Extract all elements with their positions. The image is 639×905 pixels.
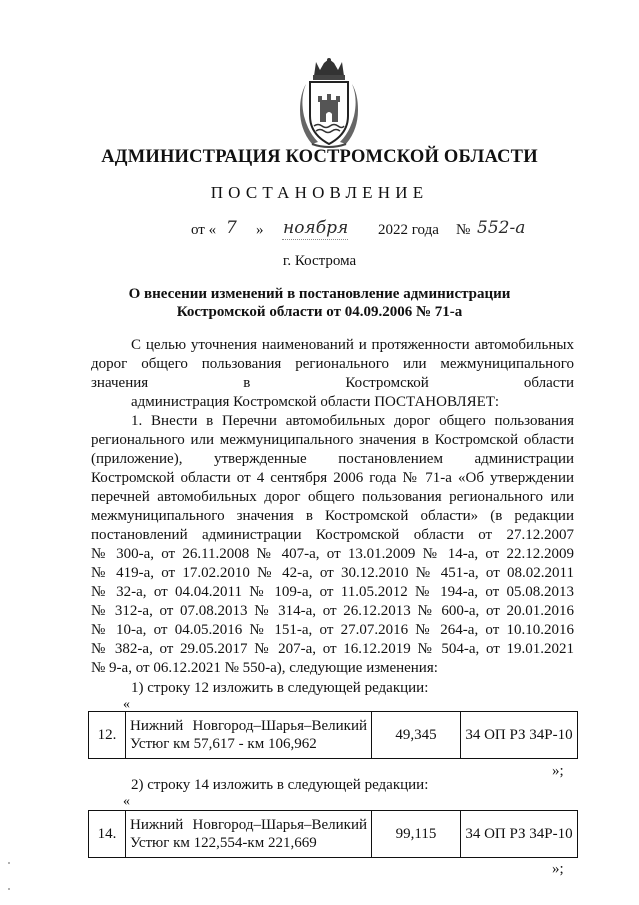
item1-line: № 382-а, от 29.05.2017 № 207-а, от 16.12.2019 № 504-а, от 19.01.2021 <box>91 641 574 657</box>
item1-line: межмуниципального значения в Костромской области» (в редакции <box>91 508 574 524</box>
scan-speck <box>8 888 10 890</box>
quote-open-2: « <box>123 794 130 809</box>
subitem-1: 1) строку 12 изложить в следующей редакции: <box>131 680 429 696</box>
item1-line: перечней автомобильных дорог общего пользования регионального или <box>91 489 574 505</box>
item1-line: № 300-а, от 26.11.2008 № 407-а, от 13.01.2009 № 14-а, от 22.12.2009 <box>91 546 574 562</box>
road-name-line-1: Нижний Новгород–Шарья–Великий <box>130 718 367 734</box>
item1-line: 1. Внести в Перечни автомобильных дорог общего пользования <box>131 413 574 429</box>
road-name-line-1: Нижний Новгород–Шарья–Великий <box>130 817 367 833</box>
number-prefix: № <box>456 222 471 238</box>
quote-close-2: »; <box>552 861 564 877</box>
subject-heading <box>0 285 639 321</box>
month-underline <box>282 239 348 240</box>
item1-line: постановлений администрации Костромской области от 27.12.2007 <box>91 527 574 543</box>
road-code: 34 ОП РЗ 34Р-10 <box>461 712 578 759</box>
document-number-handwritten: 552-а <box>477 218 526 238</box>
date-line <box>0 220 639 248</box>
intro-paragraph: С целью уточнения наименований и протяженности автомобильных дорог общего пользования регионального или межмуниципального значения в Костромской области <box>91 337 574 391</box>
subitem-2: 2) строку 14 изложить в следующей редакции: <box>131 777 429 793</box>
road-name-line-2: Устюг км 57,617 - км 106,962 <box>130 736 317 752</box>
item1-line: регионального или межмуниципального значения в Костромской области <box>91 432 574 448</box>
item1-line: № 419-а, от 17.02.2010 № 42-а, от 30.12.2010 № 451-а, от 08.02.2011 <box>91 565 574 581</box>
road-length: 49,345 <box>372 712 461 759</box>
road-length: 99,115 <box>372 811 461 858</box>
table-row <box>89 712 578 759</box>
date-year: 2022 года <box>378 222 439 238</box>
organization-title: АДМИНИСТРАЦИЯ КОСТРОМСКОЙ ОБЛАСТИ <box>101 147 538 167</box>
scan-speck <box>8 862 10 864</box>
item1-last-line: № 9-а, от 06.12.2021 № 550-а), следующие изменения: <box>91 660 438 676</box>
document-type: ПОСТАНОВЛЕНИЕ <box>210 183 429 202</box>
city: г. Кострома <box>282 253 357 269</box>
item1-line: № 32-а, от 04.04.2011 № 109-а, от 11.05.2012 № 194-а, от 05.08.2013 <box>91 584 574 600</box>
subject-line-1: О внесении изменений в постановление администрации <box>128 286 511 302</box>
coat-of-arms-emblem <box>298 58 360 150</box>
road-name-line-2: Устюг км 122,554-км 221,669 <box>130 835 317 851</box>
quote-close-1: »; <box>552 763 564 779</box>
row-number: 14. <box>89 811 126 858</box>
table-row-12 <box>88 711 578 759</box>
quote-open-1: « <box>123 697 130 712</box>
row-number: 12. <box>89 712 126 759</box>
item1-line: № 312-а, от 07.08.2013 № 314-а, от 26.12.2013 № 600-а, от 20.01.2016 <box>91 603 574 619</box>
road-code: 34 ОП РЗ 34Р-10 <box>461 811 578 858</box>
road-name <box>126 712 372 759</box>
date-mid: » <box>256 222 264 238</box>
item1-line: Костромской области от 4 сентября 2006 года № 71-а «Об утверждении <box>91 470 574 486</box>
date-month-handwritten: ноября <box>283 218 349 238</box>
item1-line: № 10-а, от 04.05.2016 № 151-а, от 27.07.2016 № 264-а, от 10.10.2016 <box>91 622 574 638</box>
item1-line: (приложение), утвержденные постановлением администрации <box>91 451 574 467</box>
table-row-14 <box>88 810 578 858</box>
road-name <box>126 811 372 858</box>
date-day-handwritten: 7 <box>226 218 237 238</box>
table-row <box>89 811 578 858</box>
item1-paragraph <box>91 412 574 659</box>
resolves-line: администрация Костромской области ПОСТАНОВЛЯЕТ: <box>131 394 500 410</box>
date-prefix: от « <box>191 222 217 238</box>
subject-line-2: Костромской области от 04.09.2006 № 71-а <box>176 304 463 320</box>
